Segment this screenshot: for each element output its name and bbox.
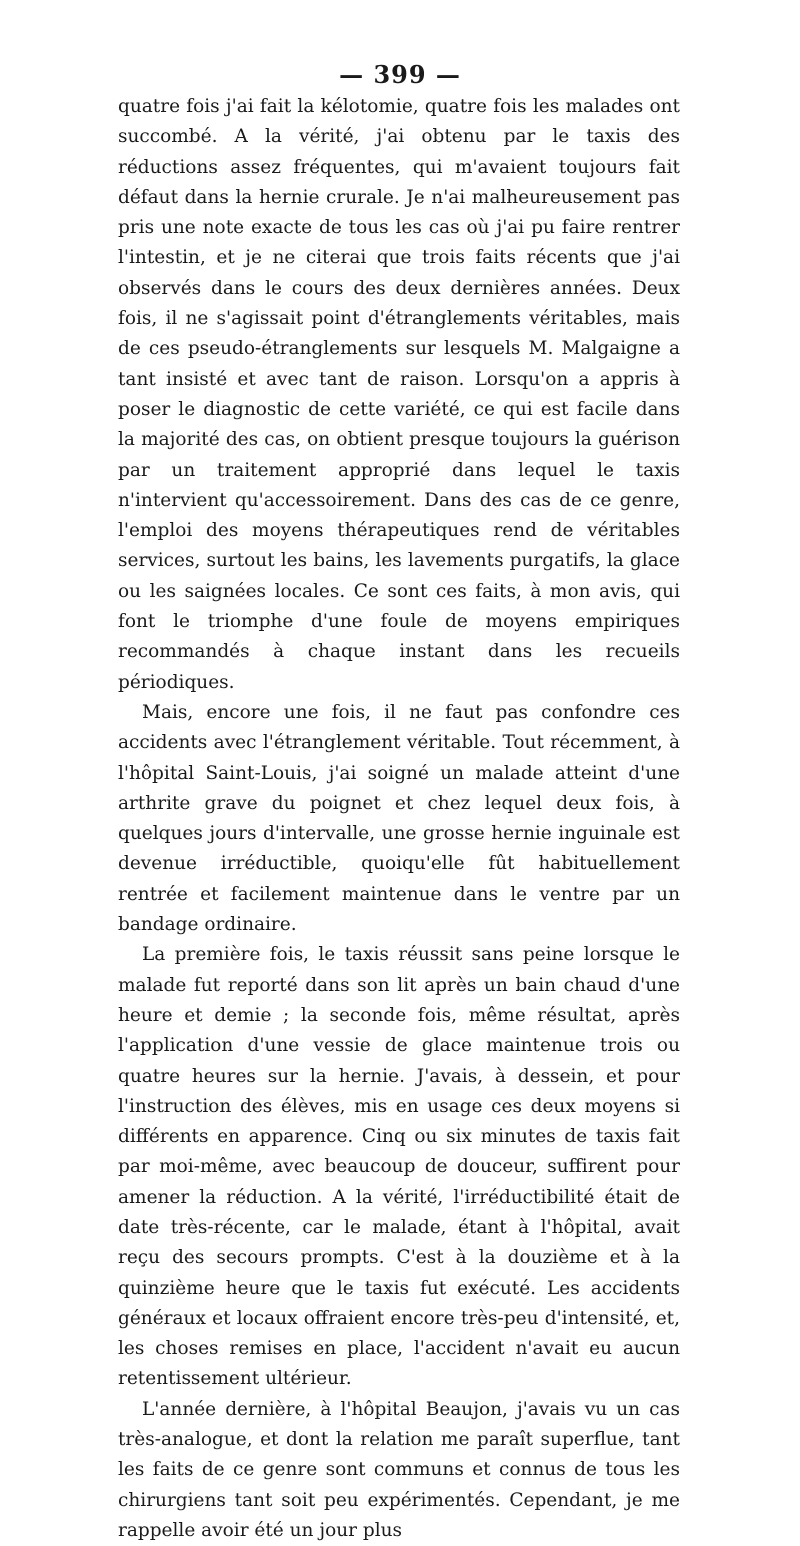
- paragraph-continued: quatre fois j'ai fait la kélotomie, quatre fois les malades ont succombé. A la vérité, j'ai obtenu par le taxis des réductions assez fréquentes, qui m'avaient toujours fait défaut dans la hernie crurale. Je n'ai malheureusement pas pris une note exacte de tous les cas où j'ai pu faire rentrer l'intestin, et je ne citerai que trois faits récents que j'ai observés dans le cours des deux dernières années. Deux fois, il ne s'agissait point d'étranglements véritables, mais de ces pseudo-étranglements sur lesquels M. Malgaigne a tant insisté et avec tant de raison. Lorsqu'on a appris à poser le diagnostic de cette variété, ce qui est facile dans la majorité des cas, on obtient presque toujours la guérison par un traitement approprié dans lequel le taxis n'intervient qu'accessoirement. Dans des cas de ce genre, l'emploi des moyens thérapeutiques rend de véritables services, surtout les bains, les lavements purgatifs, la glace ou les saignées locales. Ce sont ces faits, à mon avis, qui font le triomphe d'une foule de moyens empiriques recommandés à chaque instant dans les recueils périodiques.: [118, 96, 680, 693]
- paragraph: Mais, encore une fois, il ne faut pas confondre ces accidents avec l'étranglement véritable. Tout récemment, à l'hôpital Saint-Louis, j'ai soigné un malade atteint d'une arthrite grave du poignet et chez lequel deux fois, à quelques jours d'intervalle, une grosse hernie inguinale est devenue irréductible, quoiqu'elle fût habituellement rentrée et facilement maintenue dans le ventre par un bandage ordinaire.: [118, 701, 680, 936]
- paragraph: La première fois, le taxis réussit sans peine lorsque le malade fut reporté dans son lit après un bain chaud d'une heure et demie ; la seconde fois, même résultat, après l'application d'une vessie de glace maintenue trois ou quatre heures sur la hernie. J'avais, à dessein, et pour l'instruction des élèves, mis en usage ces deux moyens si différents en apparence. Cinq ou six minutes de taxis fait par moi-même, avec beaucoup de douceur, suffirent pour amener la réduction. A la vérité, l'irréductibilité était de date très-récente, car le malade, étant à l'hôpital, avait reçu des secours prompts. C'est à la douzième et à la quinzième heure que le taxis fut exécuté. Les accidents généraux et locaux offraient encore très-peu d'intensité, et, les choses remises en place, l'accident n'avait eu aucun retentissement ultérieur.: [118, 944, 680, 1390]
- page-body: [118, 92, 680, 1546]
- paragraph: L'année dernière, à l'hôpital Beaujon, j'avais vu un cas très-analogue, et dont la relation me paraît superflue, tant les faits de ce genre sont communs et connus de tous les chirurgiens tant soit peu expérimentés. Cependant, je me rappelle avoir été un jour plus: [118, 1398, 680, 1541]
- page-number-header: — 399 —: [339, 60, 461, 89]
